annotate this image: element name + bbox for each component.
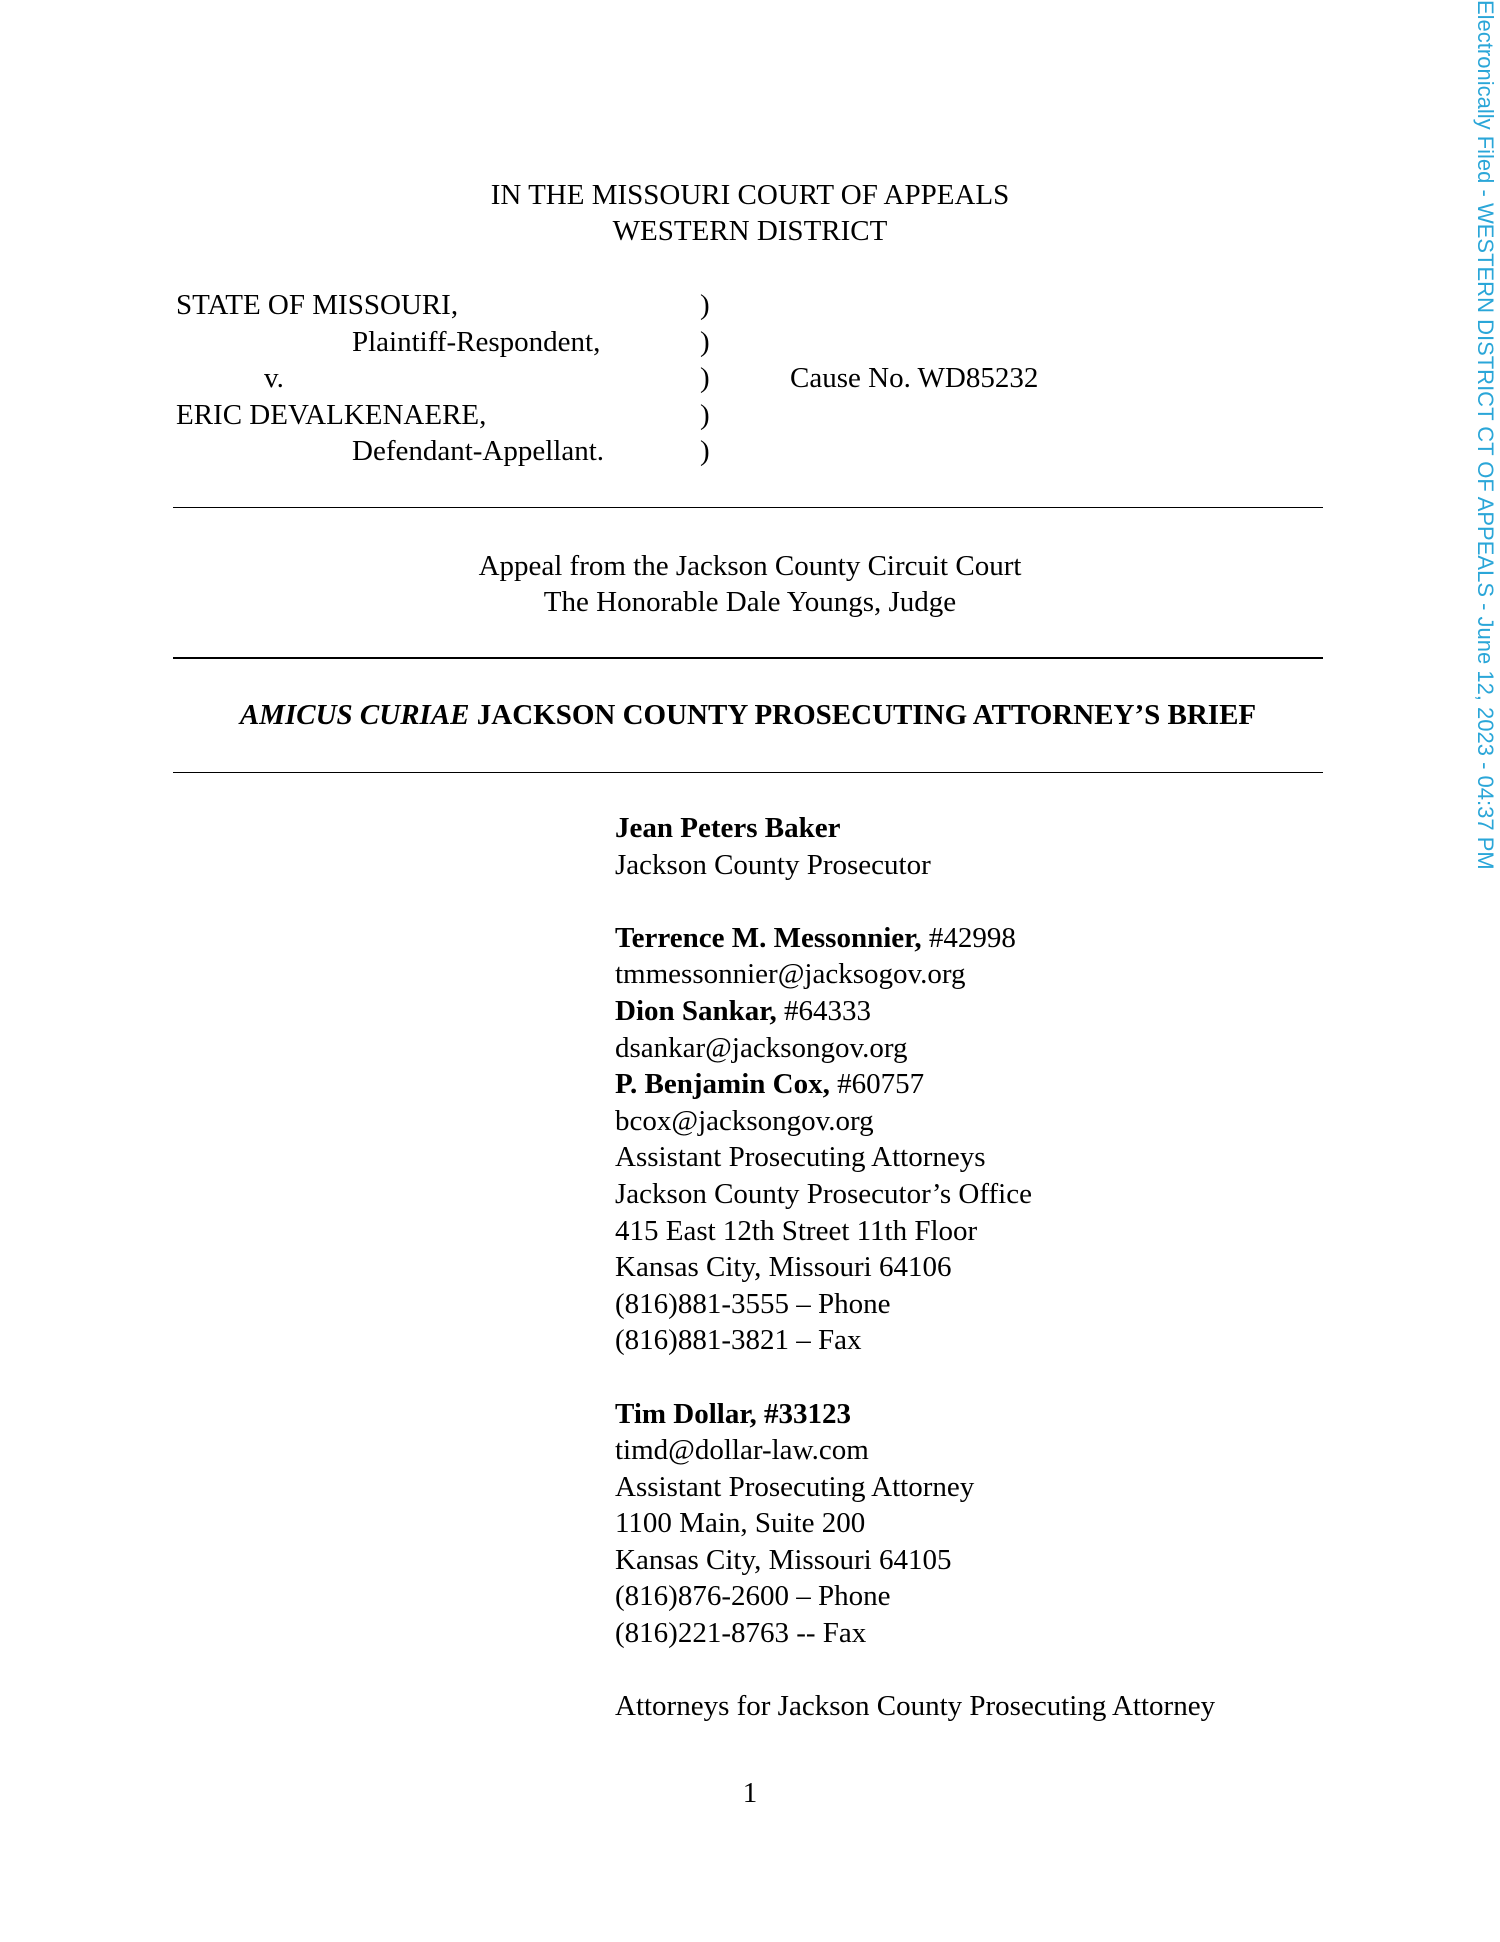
cause-number: Cause No. WD85232 <box>790 362 1039 394</box>
attorney-name: Tim Dollar, #33123 <box>615 1397 852 1430</box>
divider <box>173 507 1323 508</box>
bar-number: #42998 <box>921 921 1016 954</box>
brief-title-rest: JACKSON COUNTY PROSECUTING ATTORNEY’S BRIEF <box>469 699 1257 731</box>
court-header <box>0 177 1500 249</box>
caption-paren: ) <box>700 362 710 394</box>
caption-row <box>176 360 1176 397</box>
attorney-fax: (816)221-8763 -- Fax <box>615 1617 867 1650</box>
caption-row <box>176 397 1176 434</box>
attorney-line <box>615 993 1215 1030</box>
attorney-email: bcox@jacksongov.org <box>615 1104 874 1137</box>
plaintiff-name: STATE OF MISSOURI, <box>176 289 459 321</box>
counsel-block <box>615 810 1215 1725</box>
versus: v. <box>264 362 284 394</box>
attorney-phone: (816)876-2600 – Phone <box>615 1580 891 1613</box>
defendant-role: Defendant-Appellant. <box>352 435 605 467</box>
attorney-email: timd@dollar-law.com <box>615 1434 869 1467</box>
office-phone: (816)881-3555 – Phone <box>615 1287 891 1320</box>
caption-row <box>176 433 1176 470</box>
appeal-court: Appeal from the Jackson County Circuit Court <box>478 550 1022 582</box>
bar-number: #60757 <box>829 1068 925 1101</box>
divider <box>173 772 1323 773</box>
attorney-name: Dion Sankar, <box>615 994 777 1027</box>
court-name: IN THE MISSOURI COURT OF APPEALS <box>490 179 1010 211</box>
court-district: WESTERN DISTRICT <box>612 215 888 247</box>
prosecutor-title: Jackson County Prosecutor <box>615 848 931 881</box>
attorney-city: Kansas City, Missouri 64105 <box>615 1543 952 1576</box>
caption-paren: ) <box>700 398 710 431</box>
filing-stamp-text: Electronically Filed - WESTERN DISTRICT CT OF APPEALS - June 12, 2023 - 04:37 PM <box>1473 0 1498 870</box>
prosecutor-name: Jean Peters Baker <box>615 812 841 844</box>
case-caption <box>176 287 1176 470</box>
office-role: Assistant Prosecuting Attorneys <box>615 1141 986 1174</box>
caption-row <box>176 324 1176 361</box>
attorney-role: Assistant Prosecuting Attorney <box>615 1470 975 1503</box>
appeal-info <box>0 548 1500 620</box>
filing-stamp <box>1464 0 1500 975</box>
office-name: Jackson County Prosecutor’s Office <box>615 1177 1032 1210</box>
appeal-judge: The Honorable Dale Youngs, Judge <box>543 586 957 618</box>
caption-row <box>176 287 1176 324</box>
attorney-line <box>615 1066 1215 1103</box>
office-street: 415 East 12th Street 11th Floor <box>615 1214 978 1247</box>
attorney-name: Terrence M. Messonnier, <box>615 921 922 954</box>
attorney-name: P. Benjamin Cox, <box>615 1068 830 1101</box>
divider <box>173 657 1323 659</box>
caption-paren: ) <box>700 435 710 467</box>
attorney-email: dsankar@jacksongov.org <box>615 1031 908 1064</box>
attorney-email: tmmessonnier@jacksogov.org <box>615 958 966 991</box>
plaintiff-role: Plaintiff-Respondent, <box>352 325 601 358</box>
counsel-closing: Attorneys for Jackson County Prosecuting Attorney <box>615 1690 1216 1723</box>
office-city: Kansas City, Missouri 64106 <box>615 1251 952 1284</box>
brief-title-italic: AMICUS CURIAE <box>239 699 470 731</box>
page-number: 1 <box>742 1777 758 1809</box>
attorney-street: 1100 Main, Suite 200 <box>615 1507 866 1540</box>
attorney-line <box>615 920 1215 957</box>
bar-number: #64333 <box>776 994 871 1027</box>
caption-paren: ) <box>700 325 710 358</box>
brief-title <box>173 697 1323 733</box>
caption-paren: ) <box>700 289 710 321</box>
defendant-name: ERIC DEVALKENAERE, <box>176 398 487 431</box>
office-fax: (816)881-3821 – Fax <box>615 1324 862 1357</box>
